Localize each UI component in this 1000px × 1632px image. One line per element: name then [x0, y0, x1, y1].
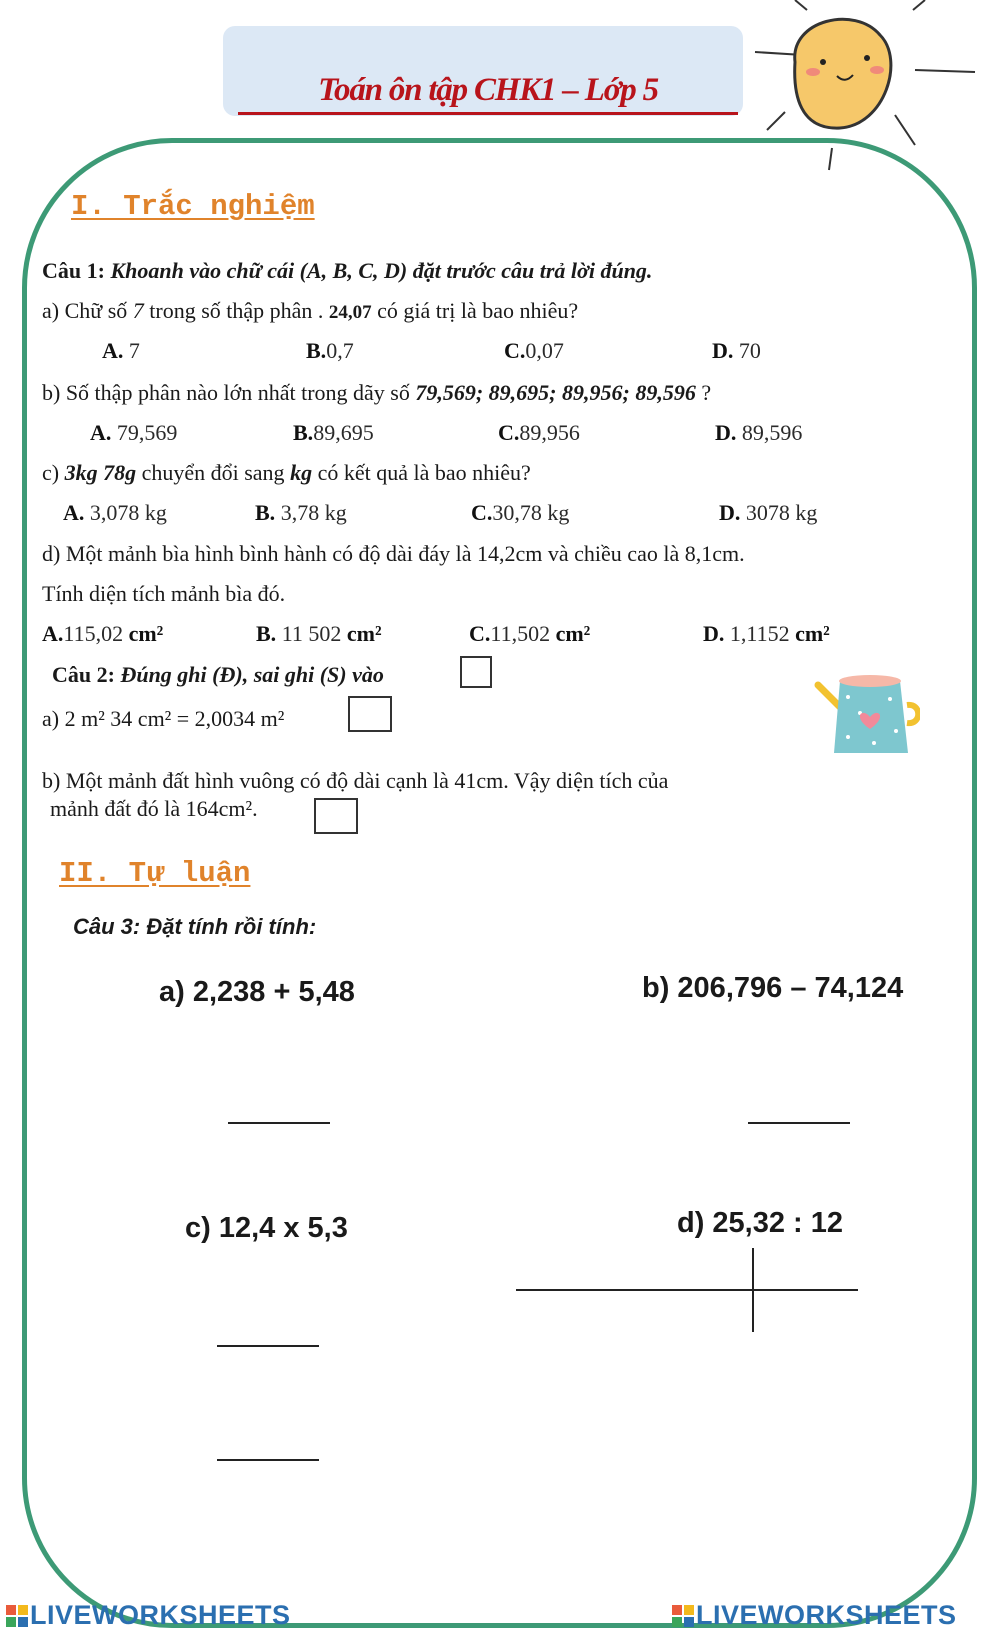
option-1b-A[interactable]: A. 79,569 — [90, 420, 178, 445]
question-2b-line1: b) Một mảnh đất hình vuông có độ dài cạnh là 41cm. Vậy diện tích của — [42, 768, 669, 793]
option-1a-B[interactable]: B.0,7 — [306, 338, 354, 363]
option-1b-B[interactable]: B.89,695 — [293, 420, 374, 445]
question-1d-line2: Tính diện tích mảnh bìa đó. — [42, 581, 286, 606]
option-1a-C[interactable]: C.0,07 — [504, 338, 564, 363]
answer-line-b[interactable] — [748, 1122, 850, 1124]
decimal-number: 24,07 — [328, 302, 372, 323]
example-checkbox — [460, 656, 492, 688]
number-series: 79,569; 89,695; 89,956; 89,596 — [415, 380, 696, 405]
answer-box-2b[interactable] — [314, 798, 358, 834]
liveworksheets-logo-left: LIVEWORKSHEETS — [6, 1600, 291, 1631]
page-title: Toán ôn tập CHK1 – Lớp 5 — [238, 70, 738, 115]
option-1b-D[interactable]: D. 89,596 — [715, 420, 803, 445]
section-heading-essay: II. Tự luận — [59, 857, 251, 890]
teapot-icon — [812, 665, 920, 760]
option-1c-D[interactable]: D. 3078 kg — [719, 500, 818, 525]
logo-mark-icon — [672, 1605, 694, 1627]
question-2b-line2: mảnh đất đó là 164cm². — [50, 796, 258, 821]
calc-b: b) 206,796 – 74,124 — [642, 972, 904, 1004]
question-1a-text: a) Chữ số 7 trong số thập phân . 24,07 có giá trị là bao nhiêu? — [42, 298, 579, 323]
option-1c-B[interactable]: B. 3,78 kg — [255, 500, 347, 525]
question-3-label: Câu 3: Đặt tính rồi tính: — [73, 914, 317, 939]
answer-line-a[interactable] — [228, 1122, 330, 1124]
option-1b-C[interactable]: C.89,956 — [498, 420, 580, 445]
option-1a-A[interactable]: A. 7 — [102, 338, 140, 363]
question-1c-text: c) 3kg 78g chuyển đổi sang kg có kết quả là bao nhiêu? — [42, 460, 531, 485]
division-vertical-line — [752, 1248, 754, 1332]
option-1c-A[interactable]: A. 3,078 kg — [63, 500, 167, 525]
question-1d-line1: d) Một mảnh bìa hình bình hành có độ dài đáy là 14,2cm và chiều cao là 8,1cm. — [42, 541, 745, 566]
logo-mark-icon — [6, 1605, 28, 1627]
option-1a-D[interactable]: D. 70 — [712, 338, 761, 363]
option-1d-B[interactable]: B. 11 502 cm² — [256, 621, 382, 646]
question-2a-text: a) 2 m² 34 cm² = 2,0034 m² — [42, 706, 285, 731]
liveworksheets-logo-right: LIVEWORKSHEETS — [672, 1600, 957, 1631]
question-2-label: Câu 2: — [52, 662, 115, 687]
calc-d: d) 25,32 : 12 — [677, 1207, 844, 1239]
question-2-heading — [52, 662, 384, 688]
section-heading-multiple-choice: I. Trắc nghiệm — [71, 190, 315, 223]
question-1-heading — [42, 258, 652, 284]
calc-c: c) 12,4 x 5,3 — [185, 1212, 348, 1244]
answer-line-c2[interactable] — [217, 1459, 319, 1461]
question-1-instruction: Khoanh vào chữ cái (A, B, C, D) đặt trước câu trả lời đúng. — [110, 258, 653, 283]
question-2-instruction: Đúng ghi (Đ), sai ghi (S) vào — [120, 662, 384, 687]
digit: 7 — [132, 298, 144, 323]
question-1b-text: b) Số thập phân nào lớn nhất trong dãy số 79,569; 89,695; 89,956; 89,596 ? — [42, 380, 712, 405]
option-1d-D[interactable]: D. 1,1152 cm² — [703, 621, 830, 646]
answer-box-2a[interactable] — [348, 696, 392, 732]
option-1d-A[interactable]: A.115,02 cm² — [42, 621, 164, 646]
question-1-label: Câu 1: — [42, 258, 105, 283]
calc-a: a) 2,238 + 5,48 — [159, 976, 355, 1008]
option-1c-C[interactable]: C.30,78 kg — [471, 500, 570, 525]
division-horizontal-line — [516, 1289, 858, 1291]
option-1d-C[interactable]: C.11,502 cm² — [469, 621, 591, 646]
answer-line-c1[interactable] — [217, 1345, 319, 1347]
